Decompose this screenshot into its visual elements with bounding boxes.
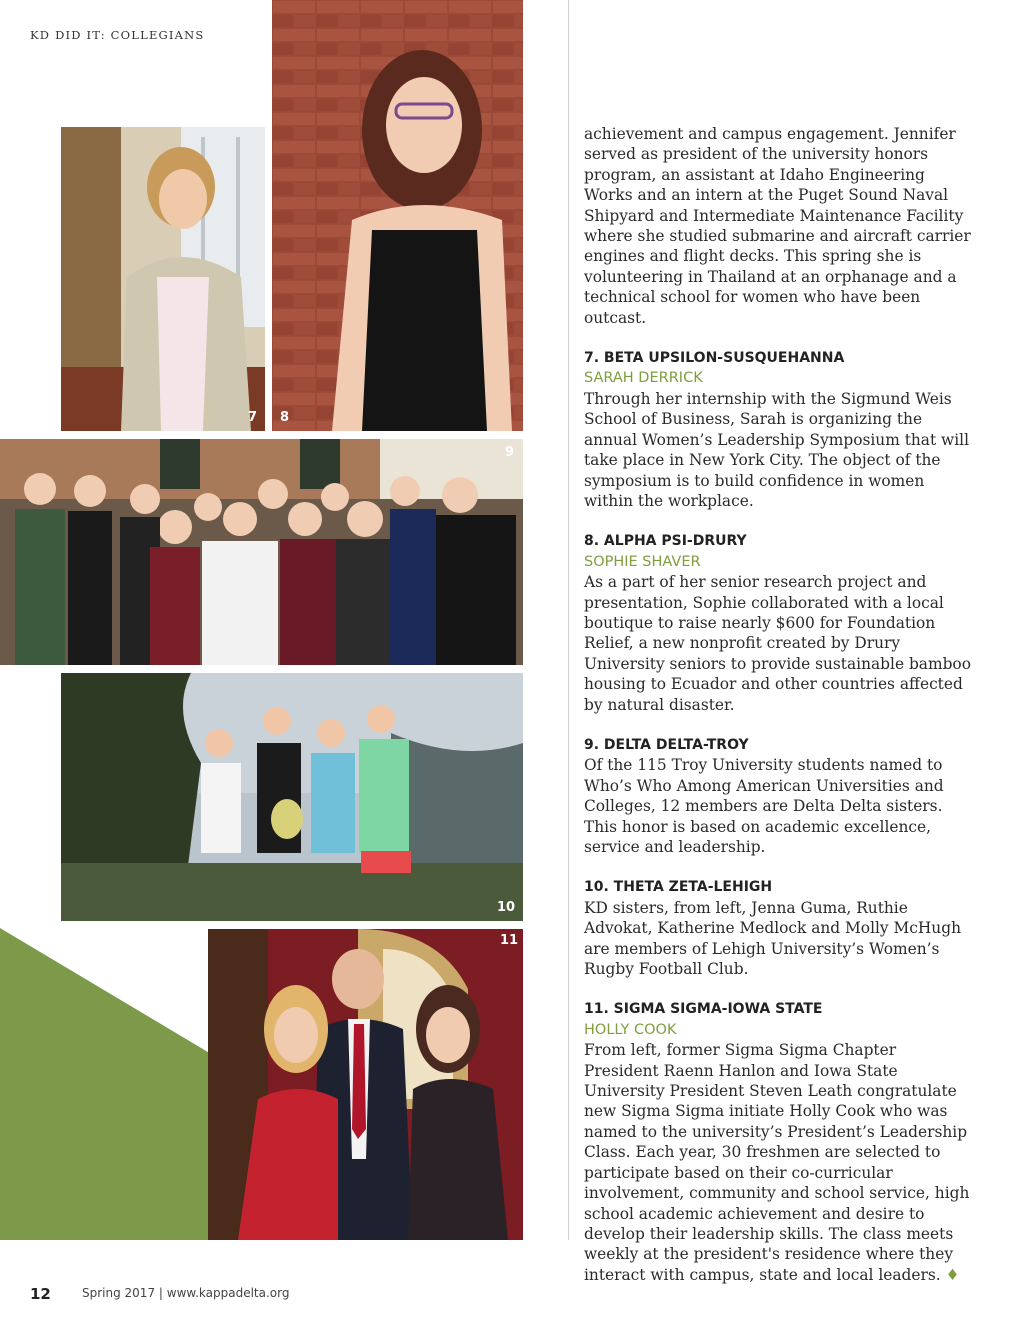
- section-label: KD DID IT: COLLEGIANS: [30, 28, 205, 42]
- entry-7: [584, 348, 974, 511]
- entry-8: [584, 531, 974, 715]
- member-name: SARAH DERRICK: [584, 370, 703, 387]
- page-footer: [30, 1284, 290, 1303]
- entry-9: [584, 735, 974, 857]
- entry-11: [584, 999, 974, 1285]
- end-mark-icon: ♦: [945, 1265, 960, 1284]
- entry-heading: 9. DELTA DELTA-TROY: [584, 736, 749, 753]
- entry-heading: 7. BETA UPSILON-SUSQUEHANNA: [584, 350, 845, 367]
- text-column: [584, 124, 974, 1285]
- intro-paragraph: achievement and campus engagement. Jennifer served as president of the university honors program, an assistant at Idaho Engineering Works and an intern at the Puget Sound Naval Shipyard and Intermediate Maintenance Facility where she studied submarine and aircraft carrier engines and flight decks. This spring she is volunteering in Thailand at an orphanage and a technical school for women who have been outcast.: [584, 125, 971, 327]
- entry-body: KD sisters, from left, Jenna Guma, Ruthie Advokat, Katherine Medlock and Molly McHugh are members of Lehigh University’s Women’s Rugby Football Club.: [584, 898, 961, 979]
- photo-8-number: 8: [280, 410, 290, 425]
- entry-body: As a part of her senior research project and presentation, Sophie collaborated with a local boutique to raise nearly $600 for Foundation Relief, a new nonprofit created by Drury University seniors to provide sustainable bamboo housing to Ecuador and other countries affected by natural disaster.: [584, 573, 971, 714]
- entry-body: Of the 115 Troy University students named to Who’s Who Among American Universities and Colleges, 12 members are Delta Delta sisters. This honor is based on academic excellence, service and leadership.: [584, 756, 944, 856]
- member-name: SOPHIE SHAVER: [584, 553, 701, 570]
- column-divider: [568, 0, 569, 1240]
- photo-11-number: 11: [500, 933, 519, 948]
- photo-10: [61, 673, 523, 921]
- photo-7: [61, 127, 265, 431]
- photo-10-number: 10: [497, 900, 516, 915]
- photo-7-number: 7: [248, 410, 258, 425]
- photo-9: [0, 439, 523, 665]
- entry-heading: 11. SIGMA SIGMA-IOWA STATE: [584, 1001, 823, 1018]
- entry-10: [584, 877, 974, 979]
- entry-body: [584, 1040, 974, 1285]
- entry-body: Through her internship with the Sigmund Weis School of Business, Sarah is organizing the annual Women’s Leadership Symposium that will take place in New York City. The object of the symposium is to build confidence in women within the workplace.: [584, 389, 969, 510]
- page-number: 12: [30, 1285, 51, 1303]
- photo-9-number: 9: [505, 445, 515, 460]
- member-name: HOLLY COOK: [584, 1021, 677, 1038]
- entry-heading: 10. THETA ZETA-LEHIGH: [584, 879, 773, 896]
- footer-issue-and-site: Spring 2017 | www.kappadelta.org: [82, 1286, 290, 1300]
- entry-heading: 8. ALPHA PSI-DRURY: [584, 533, 747, 550]
- entry-body-text: From left, former Sigma Sigma Chapter President Raenn Hanlon and Iowa State University President Steven Leath congratulate new Sigma Sigma initiate Holly Cook who was named to the university’s President’s Leadership Class. Each year, 30 freshmen are selected to participate based on their co-curricular involvement, community and school service, high school academic achievement and desire to develop their leadership skills. The class meets weekly at the president's residence where they interact with campus, state and local leaders.: [584, 1041, 970, 1284]
- photo-11: [208, 929, 523, 1240]
- photo-8: [272, 0, 523, 431]
